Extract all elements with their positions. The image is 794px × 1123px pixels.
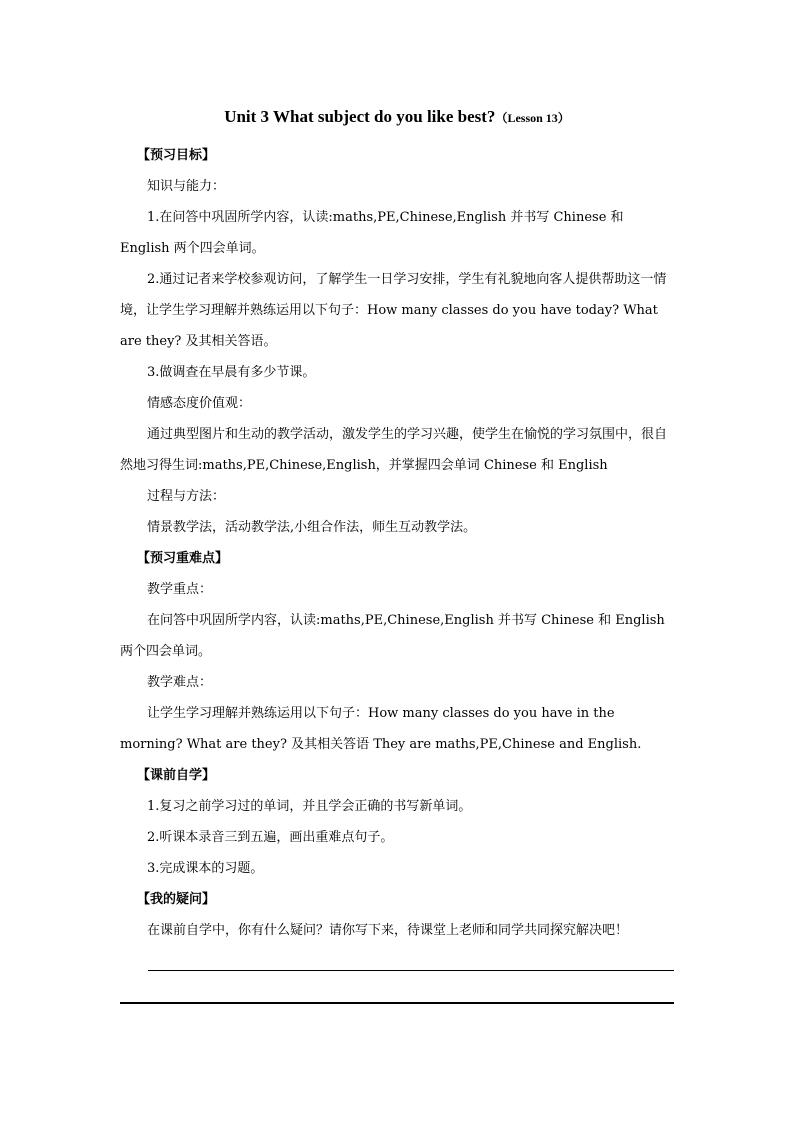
goal-item-2: 2.通过记者来学校参观访问，了解学生一日学习安排，学生有礼貌地向客人提供帮助这一情境，让学生学习理解并熟练运用以下句子：How many classes do you have today? What are they? 及其相关答语。 bbox=[120, 272, 667, 349]
self-study-item-2: 2.听课本录音三到五遍，画出重难点句子。 bbox=[147, 830, 394, 845]
preview-goals-heading: 【预习目标】 bbox=[137, 148, 216, 163]
answer-line-thick bbox=[120, 1002, 674, 1004]
document-body bbox=[120, 140, 676, 946]
emotion-text: 通过典型图片和生动的教学活动，激发学生的学习兴趣，使学生在愉悦的学习氛围中，很自然地习得生词:maths,PE,Chinese,English，并掌握四会单词 Chinese 和 English bbox=[120, 427, 668, 473]
process-label: 过程与方法： bbox=[147, 489, 226, 504]
self-study-item-1: 1.复习之前学习过的单词，并且学会正确的书写新单词。 bbox=[147, 799, 472, 814]
answer-line-thin bbox=[148, 970, 674, 971]
self-study-heading: 【课前自学】 bbox=[137, 768, 216, 783]
title-main: Unit 3 What subject do you like best? bbox=[224, 107, 496, 126]
questions-text: 在课前自学中，你有什么疑问？请你写下来，待课堂上老师和同学共同探究解决吧！ bbox=[147, 923, 629, 938]
document-title bbox=[0, 106, 794, 129]
focus-label: 教学重点： bbox=[147, 582, 213, 597]
difficulty-label: 教学难点： bbox=[147, 675, 213, 690]
goal-item-3: 3.做调查在早晨有多少节课。 bbox=[147, 365, 316, 380]
difficulty-text: 让学生学习理解并熟练运用以下句子：How many classes do you have in the morning? What are they? 及其相关答语 They are maths,PE,Chinese and English. bbox=[120, 706, 642, 752]
process-text: 情景教学法，活动教学法,小组合作法，师生互动教学法。 bbox=[147, 520, 477, 535]
goal-item-1: 1.在问答中巩固所学内容，认读:maths,PE,Chinese,English 并书写 Chinese 和 English 两个四会单词。 bbox=[120, 210, 624, 256]
emotion-label: 情感态度价值观： bbox=[147, 396, 252, 411]
questions-heading: 【我的疑问】 bbox=[137, 892, 216, 907]
title-lesson: （Lesson 13） bbox=[495, 111, 570, 125]
self-study-item-3: 3.完成课本的习题。 bbox=[147, 861, 264, 876]
key-points-heading: 【预习重难点】 bbox=[137, 551, 229, 566]
knowledge-label: 知识与能力： bbox=[147, 179, 226, 194]
focus-text: 在问答中巩固所学内容，认读:maths,PE,Chinese,English 并书写 Chinese 和 English 两个四会单词。 bbox=[120, 613, 665, 659]
